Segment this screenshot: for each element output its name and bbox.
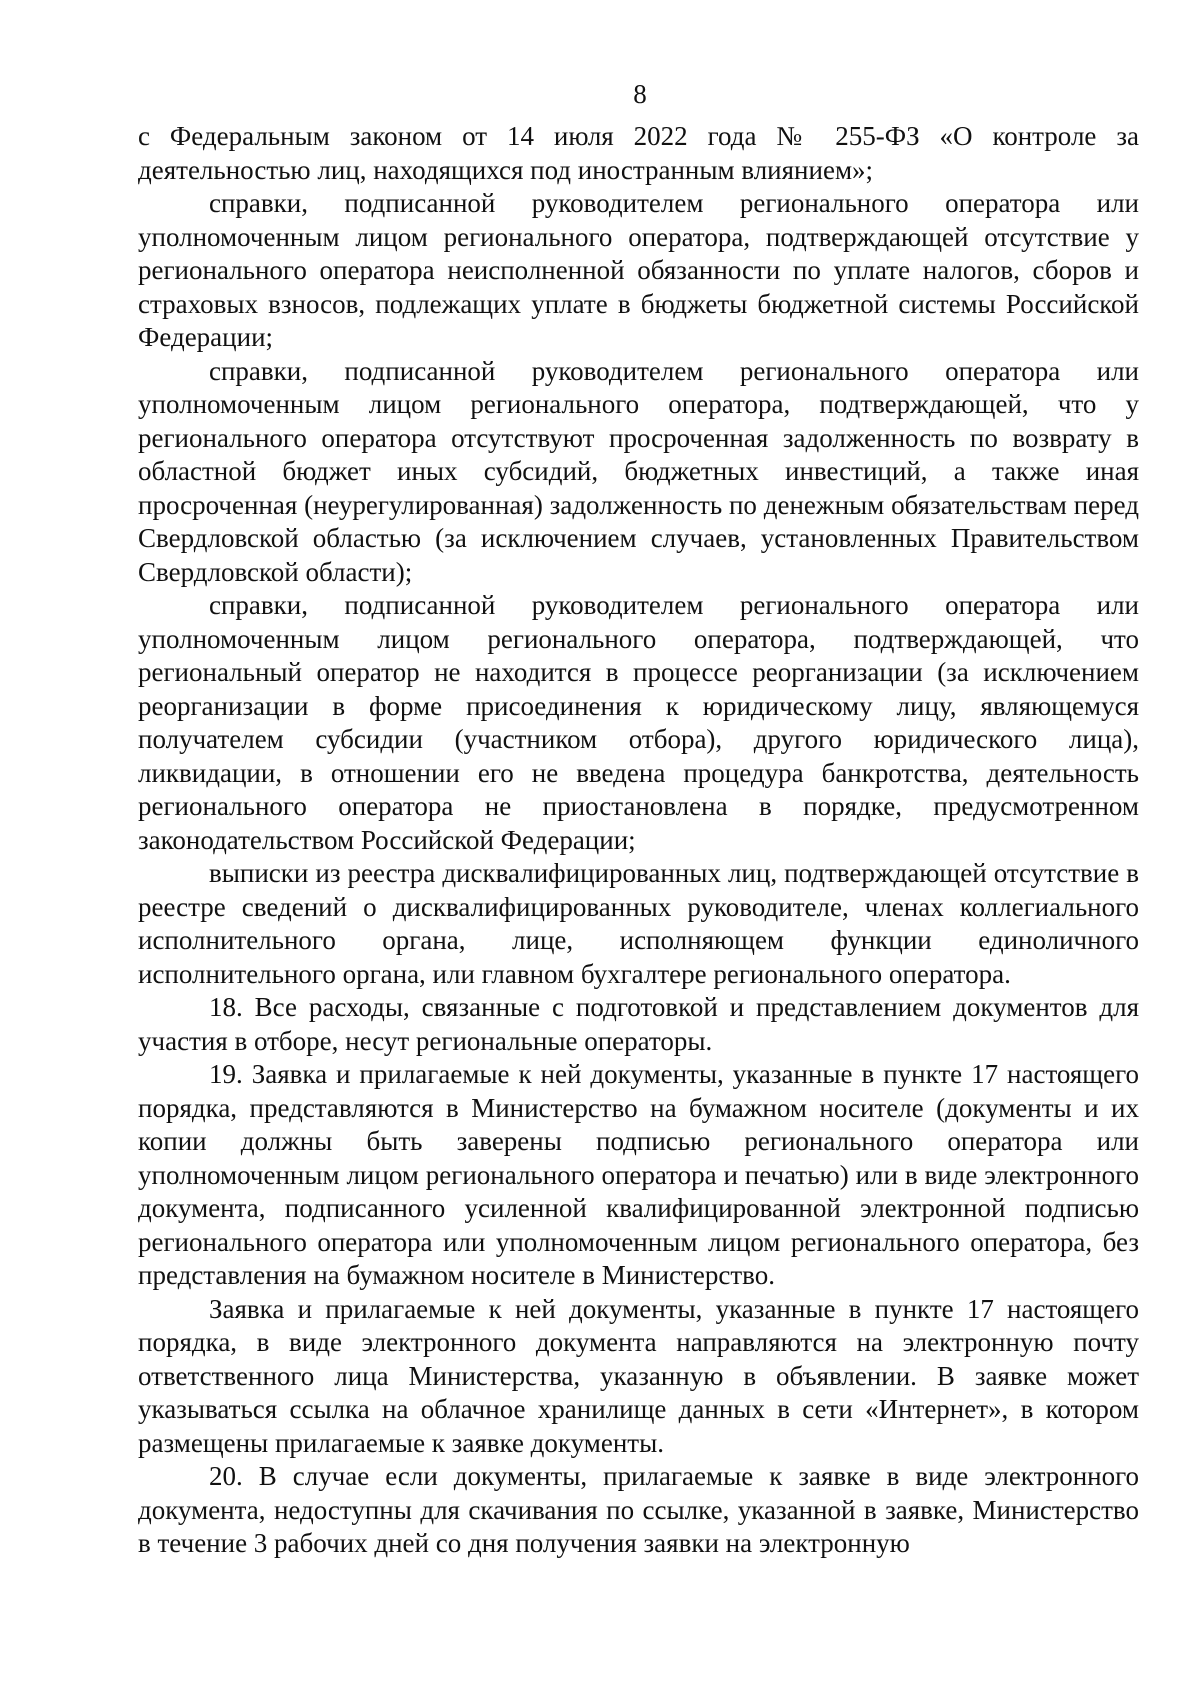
paragraph-tax-certificate: справки, подписанной руководителем регионального оператора или уполномоченным лицом регионального оператора, подтверждающей отсутствие у регионального оператора неисполненной обязанности по уплате налогов, сборов и страховых взносов, подлежащих уплате в бюджеты бюджетной системы Российской Федерации; [138, 188, 1139, 352]
paragraph-debt-certificate: справки, подписанной руководителем регионального оператора или уполномоченным лицом регионального оператора, подтверждающей, что у регионального оператора отсутствуют просроченная задолженность по возврату в областной бюджет иных субсидий, бюджетных инвестиций, а также иная просроченная (неурегулированная) задолженность по денежным обязательствам перед Свердловской областью (за исключением случаев, установленных Правительством Свердловской области); [138, 355, 1139, 587]
paragraph-item-19: 19. Заявка и прилагаемые к ней документы, указанные в пункте 17 настоящего порядка, представляются в Министерство на бумажном носителе (документы и их копии должны быть заверены подписью регионального оператора или уполномоченным лицом регионального оператора и печатью) или в виде электронного документа, подписанного усиленной квалифицированной электронной подписью регионального оператора или уполномоченным лицом регионального оператора, без представления на бумажном носителе в Министерство. [138, 1059, 1139, 1290]
paragraph-item-19-email: Заявка и прилагаемые к ней документы, указанные в пункте 17 настоящего порядка, в виде электронного документа направляются на электронную почту ответственного лица Министерства, указанную в объявлении. В заявке может указываться ссылка на облачное хранилище данных в сети «Интернет», в котором размещены прилагаемые к заявке документы. [138, 1293, 1139, 1458]
paragraph-item-20: 20. В случае если документы, прилагаемые к заявке в виде электронного документа, недоступны для скачивания по ссылке, указанной в заявке, Министерство в течение 3 рабочих дней со дня получения заявки на электронную [138, 1461, 1139, 1558]
paragraph-continuation: с Федеральным законом от 14 июля 2022 года № 255-ФЗ «О контроле за деятельностью лиц, находящихся под иностранным влиянием»; [138, 121, 1139, 185]
page-number: 8 [633, 79, 647, 109]
paragraph-reorganization-certificate: справки, подписанной руководителем регионального оператора или уполномоченным лицом регионального оператора, подтверждающей, что региональный оператор не находится в процессе реорганизации (за исключением реорганизации в форме присоединения к юридическому лицу, являющемуся получателем субсидии (участником отбора), другого юридического лица), ликвидации, в отношении его не введена процедура банкротства, деятельность регионального оператора не приостановлена в порядке, предусмотренном законодательством Российской Федерации; [138, 590, 1139, 855]
paragraph-disqualified-registry: выписки из реестра дисквалифицированных лиц, подтверждающей отсутствие в реестре сведений о дисквалифицированных руководителе, членах коллегиального исполнительного органа, лице, исполняющем функции единоличного исполнительного органа, или главном бухгалтере регионального оператора. [138, 858, 1139, 989]
document-body [138, 120, 1139, 1561]
paragraph-item-18: 18. Все расходы, связанные с подготовкой и представлением документов для участия в отборе, несут региональные операторы. [138, 992, 1139, 1056]
